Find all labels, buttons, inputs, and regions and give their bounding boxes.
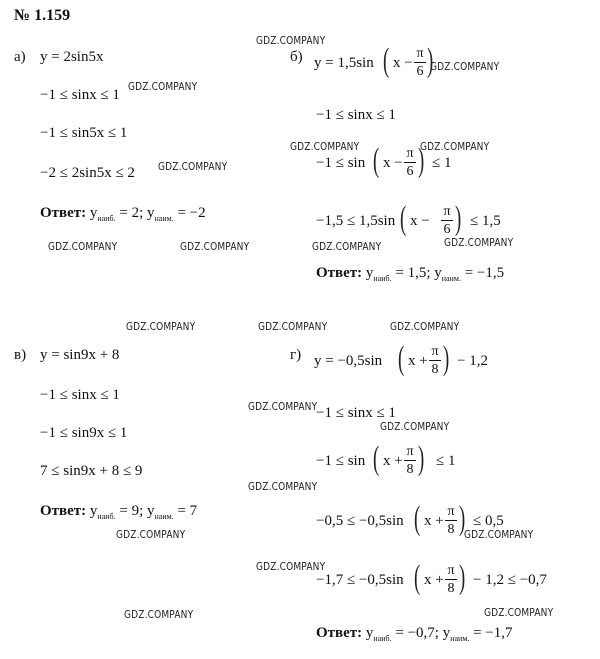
paren-right: ) <box>418 142 425 179</box>
part-g-step-3-pre: −0,5 ≤ −0,5sin <box>316 513 404 529</box>
answer-word: Ответ: <box>316 265 363 281</box>
paren-right: ) <box>459 500 466 537</box>
part-g-step-1: −1 ≤ sinx ≤ 1 <box>316 405 396 421</box>
watermark: GDZ.COMPANY <box>248 400 318 413</box>
part-g-step-4-post: − 1,2 ≤ −0,7 <box>473 572 547 588</box>
paren-left: ( <box>398 340 405 377</box>
fraction-pi-8: π 8 <box>445 563 457 596</box>
part-b-max: = 1,5; <box>395 265 431 281</box>
part-a-equation: y = 2sin5x <box>40 49 104 65</box>
part-a-step-3: −2 ≤ 2sin5x ≤ 2 <box>40 165 135 181</box>
fraction-pi-6: π 6 <box>404 146 416 179</box>
fraction-pi-8: π 8 <box>404 444 416 477</box>
part-g-eq-arg: x + <box>408 353 428 369</box>
part-g-step-3-post: ≤ 0,5 <box>473 513 504 529</box>
watermark: GDZ.COMPANY <box>380 420 450 433</box>
part-g-min: = −1,7 <box>473 625 513 641</box>
watermark: GDZ.COMPANY <box>312 240 382 253</box>
answer-word: Ответ: <box>40 503 87 519</box>
part-g-max: = −0,7; <box>395 625 439 641</box>
watermark: GDZ.COMPANY <box>390 320 460 333</box>
watermark: GDZ.COMPANY <box>180 240 250 253</box>
part-b-step-3-pre: −1,5 ≤ 1,5sin <box>316 213 396 229</box>
sub-min: наим. <box>154 512 174 521</box>
part-v-answer: Ответ: $y_{наиб.} = 9$; $y_{наим.} = 7$ <box>40 503 198 521</box>
paren-right: ) <box>427 42 434 79</box>
part-g-step-2-pre: −1 ≤ sin <box>316 453 366 469</box>
part-b-answer: Ответ: $y_{наиб.} = 1,5$; $y_{наим.} = -1,5$ <box>316 265 505 283</box>
watermark: GDZ.COMPANY <box>48 240 118 253</box>
watermark: GDZ.COMPANY <box>484 606 554 619</box>
part-v-step-3: 7 ≤ sin9x + 8 ≤ 9 <box>40 463 143 479</box>
problem-number: № 1.159 <box>14 7 71 24</box>
part-b-step-2-arg: x − <box>383 155 403 171</box>
part-b-label: б) <box>290 49 303 65</box>
part-g-step-3-arg: x + <box>424 513 444 529</box>
sub-min: наим. <box>441 274 461 283</box>
watermark: GDZ.COMPANY <box>444 236 514 249</box>
part-b-min: = −1,5 <box>464 265 505 281</box>
paren-left: ( <box>383 42 390 79</box>
watermark: GDZ.COMPANY <box>420 140 490 153</box>
answer-word: Ответ: <box>40 205 87 221</box>
part-a-min: = −2 <box>177 205 206 221</box>
sub-max: наиб. <box>373 274 392 283</box>
part-a-max: = 2; <box>119 205 144 221</box>
sub-min: наим. <box>154 214 174 223</box>
sub-max: наиб. <box>97 512 116 521</box>
watermark: GDZ.COMPANY <box>258 320 328 333</box>
part-v-step-2: −1 ≤ sin9x ≤ 1 <box>40 425 128 441</box>
paren-right: ) <box>459 559 466 596</box>
part-v-step-1: −1 ≤ sinx ≤ 1 <box>40 387 120 403</box>
part-g-step-2-arg: x + <box>383 453 403 469</box>
fraction-pi-6: π 6 <box>414 46 426 79</box>
part-a-answer: Ответ: $y_{наиб.} = 2$; $y_{наим.} = -2$ <box>40 205 206 223</box>
watermark: GDZ.COMPANY <box>248 480 318 493</box>
part-b-eq-pre: y = 1,5sin <box>314 55 374 71</box>
sub-max: наиб. <box>97 214 116 223</box>
watermark: GDZ.COMPANY <box>116 528 186 541</box>
part-b-step-3-post: ≤ 1,5 <box>470 213 501 229</box>
part-b-eq-arg: x − <box>393 55 413 71</box>
sub-max: наиб. <box>373 634 392 643</box>
fraction-pi-8: π 8 <box>445 504 457 537</box>
watermark: GDZ.COMPANY <box>124 608 194 621</box>
part-v-max: = 9; <box>119 503 144 519</box>
paren-left: ( <box>414 559 421 596</box>
part-b-step-1: −1 ≤ sinx ≤ 1 <box>316 107 396 123</box>
fraction-pi-8: π 8 <box>429 344 441 377</box>
watermark: GDZ.COMPANY <box>290 140 360 153</box>
part-g-label: г) <box>290 347 302 363</box>
part-v-equation: y = sin9x + 8 <box>40 347 120 363</box>
watermark: GDZ.COMPANY <box>256 560 326 573</box>
part-a-step-1: −1 ≤ sinx ≤ 1 <box>40 87 120 103</box>
part-g-step-4-arg: x + <box>424 572 444 588</box>
watermark: GDZ.COMPANY <box>158 160 228 173</box>
paren-right: ) <box>455 200 462 237</box>
watermark: GDZ.COMPANY <box>464 528 534 541</box>
watermark: GDZ.COMPANY <box>256 34 326 47</box>
part-g-eq-pre: y = −0,5sin <box>314 353 383 369</box>
watermark: GDZ.COMPANY <box>126 320 196 333</box>
paren-left: ( <box>400 200 407 237</box>
paren-right: ) <box>418 440 425 477</box>
part-b-step-3-arg: x − <box>410 213 430 229</box>
paren-left: ( <box>373 440 380 477</box>
part-v-min: = 7 <box>177 503 198 519</box>
part-v-label: в) <box>14 347 27 363</box>
part-g-step-2-post: ≤ 1 <box>436 453 456 469</box>
paren-right: ) <box>443 340 450 377</box>
part-g-step-4-pre: −1,7 ≤ −0,5sin <box>316 572 404 588</box>
part-b-step-2-post: ≤ 1 <box>432 155 452 171</box>
part-g-answer: Ответ: $y_{наиб.} = -0,7$; $y_{наим.} = -1,7$ <box>316 625 513 643</box>
paren-left: ( <box>414 500 421 537</box>
part-g-eq-post: − 1,2 <box>457 353 488 369</box>
answer-word: Ответ: <box>316 625 363 641</box>
sub-min: наим. <box>450 634 470 643</box>
watermark: GDZ.COMPANY <box>128 80 198 93</box>
part-a-step-2: −1 ≤ sin5x ≤ 1 <box>40 125 128 141</box>
part-b-step-2-pre: −1 ≤ sin <box>316 155 366 171</box>
watermark: GDZ.COMPANY <box>430 60 500 73</box>
fraction-pi-6: π 6 <box>441 204 453 237</box>
paren-left: ( <box>373 142 380 179</box>
part-a-label: а) <box>14 49 26 65</box>
